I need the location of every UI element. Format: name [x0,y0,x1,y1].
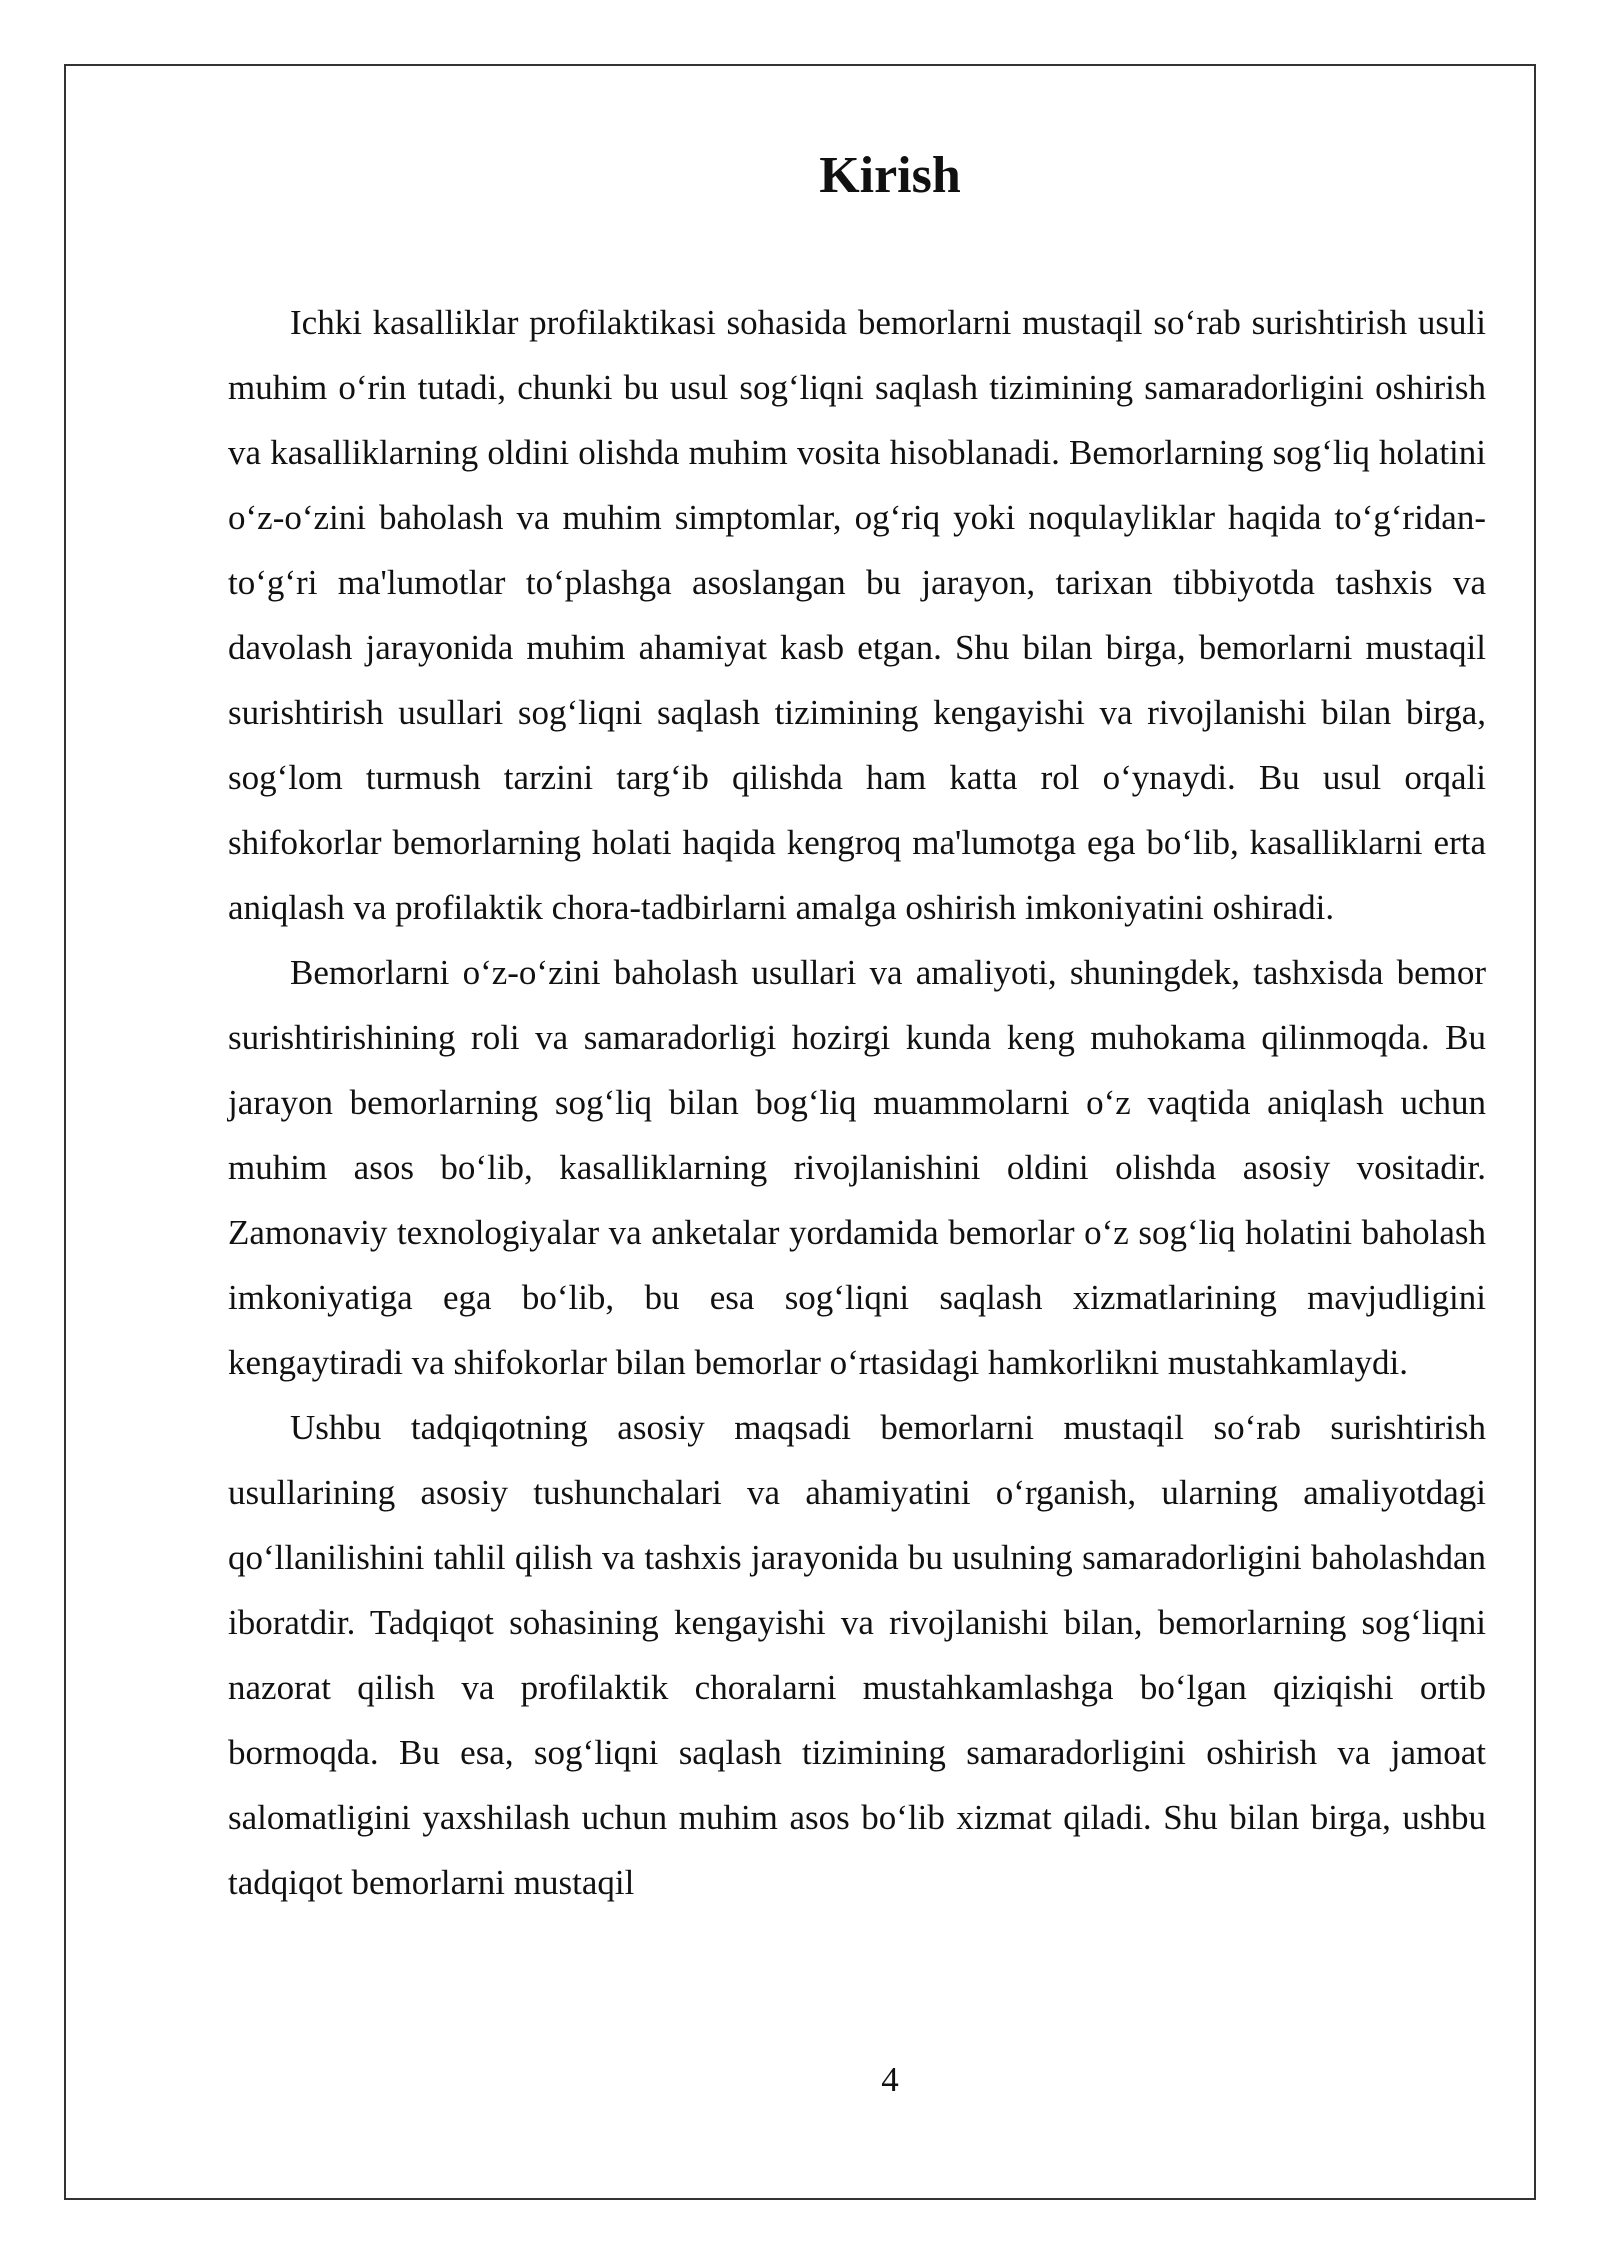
paragraph-3: Ushbu tadqiqotning asosiy maqsadi bemorlarni mustaqil so‘rab surishtirish usullarining asosiy tushunchalari va ahamiyatini o‘rganish, ularning amaliyotdagi qo‘llanilishini tahlil qilish va tashxis jarayonida bu usulning samaradorligini baholashdan iboratdir. Tadqiqot sohasining kengayishi va rivojlanishi bilan, bemorlarning sog‘liqni nazorat qilish va profilaktik choralarni mustahkamlashga bo‘lgan qiziqishi ortib bormoqda. Bu esa, sog‘liqni saqlash tizimining samaradorligini oshirish va jamoat salomatligini yaxshilash uchun muhim asos bo‘lib xizmat qiladi. Shu bilan birga, ushbu tadqiqot bemorlarni mustaqil [228,1408,1486,1902]
document-body [228,290,1486,1915]
page-title: Kirish [819,147,961,204]
page-number: 4 [881,2060,899,2099]
paragraph-1: Ichki kasalliklar profilaktikasi sohasida bemorlarni mustaqil so‘rab surishtirish usuli muhim o‘rin tutadi, chunki bu usul sog‘liqni saqlash tizimining samaradorligini oshirish va kasalliklarning oldini olishda muhim vosita hisoblanadi. Bemorlarning sog‘liq holatini o‘z-o‘zini baholash va muhim simptomlar, og‘riq yoki noqulayliklar haqida to‘g‘ridan-to‘g‘ri ma'lumotlar to‘plashga asoslangan bu jarayon, tarixan tibbiyotda tashxis va davolash jarayonida muhim ahamiyat kasb etgan. Shu bilan birga, bemorlarni mustaqil surishtirish usullari sog‘liqni saqlash tizimining kengayishi va rivojlanishi bilan birga, sog‘lom turmush tarzini targ‘ib qilishda ham katta rol o‘ynaydi. Bu usul orqali shifokorlar bemorlarning holati haqida kengroq ma'lumotga ega bo‘lib, kasalliklarni erta aniqlash va profilaktik chora-tadbirlarni amalga oshirish imkoniyatini oshiradi. [228,303,1486,927]
paragraph-2: Bemorlarni o‘z-o‘zini baholash usullari va amaliyoti, shuningdek, tashxisda bemor surishtirishining roli va samaradorligi hozirgi kunda keng muhokama qilinmoqda. Bu jarayon bemorlarning sog‘liq bilan bog‘liq muammolarni o‘z vaqtida aniqlash uchun muhim asos bo‘lib, kasalliklarning rivojlanishini oldini olishda asosiy vositadir. Zamonaviy texnologiyalar va anketalar yordamida bemorlar o‘z sog‘liq holatini baholash imkoniyatiga ega bo‘lib, bu esa sog‘liqni saqlash xizmatlarining mavjudligini kengaytiradi va shifokorlar bilan bemorlar o‘rtasidagi hamkorlikni mustahkamlaydi. [228,953,1486,1382]
